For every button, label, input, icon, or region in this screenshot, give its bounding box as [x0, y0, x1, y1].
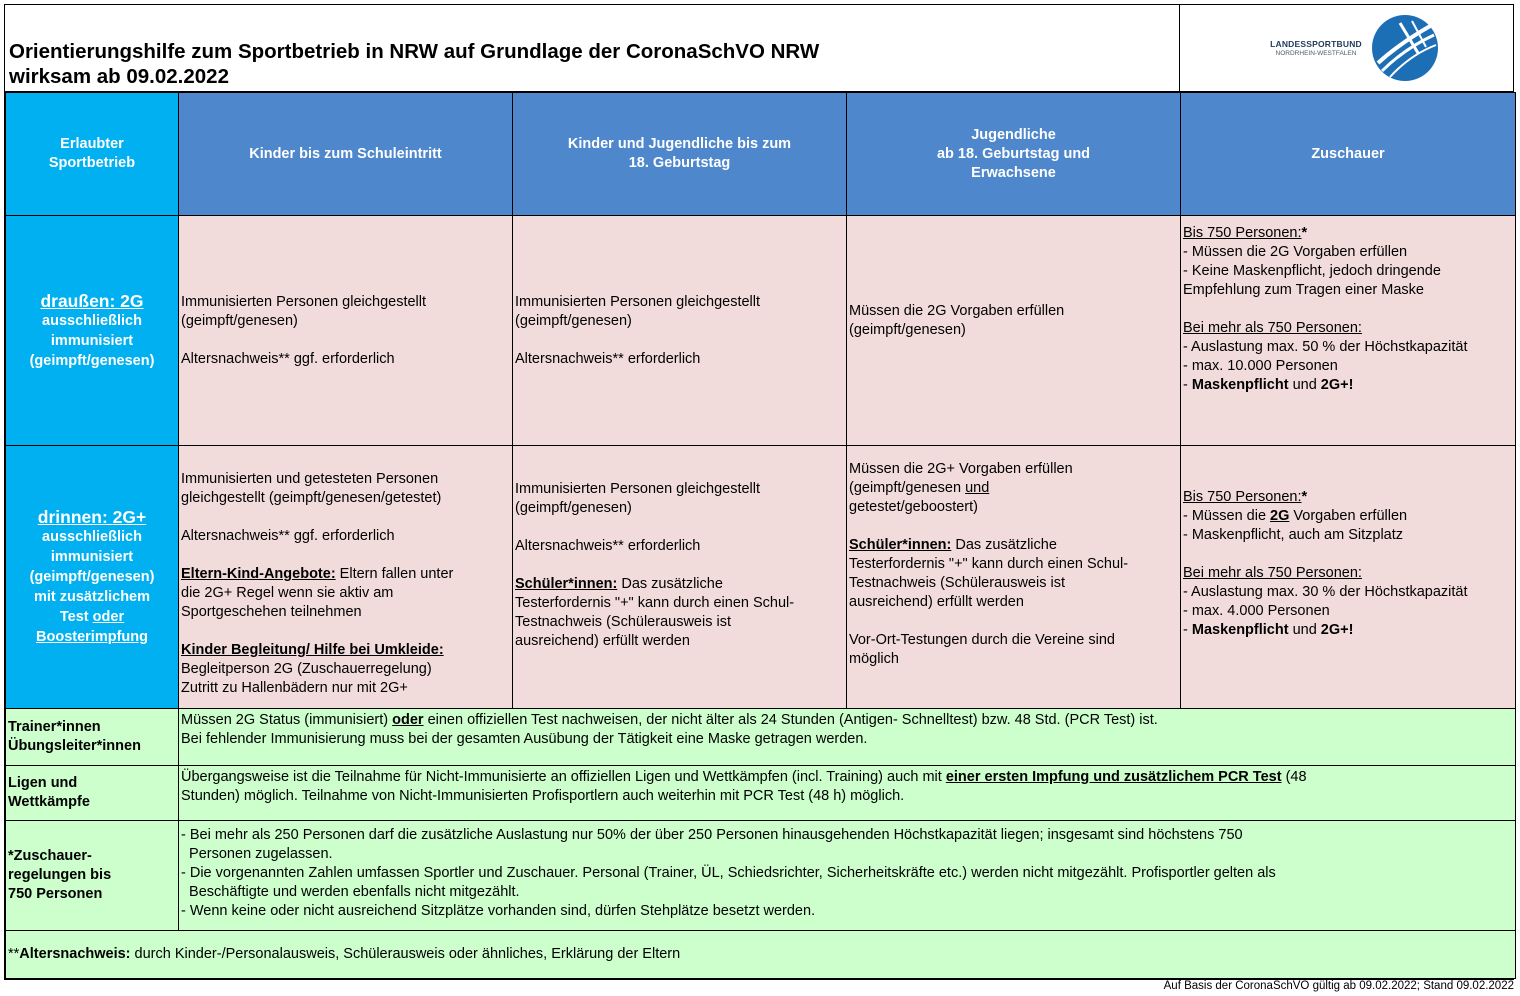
- indoor-spec-b3: [1183, 621, 1513, 640]
- outdoor-adults-l2: (geimpft/genesen): [849, 322, 966, 338]
- logo-box: [1179, 5, 1516, 91]
- outdoor-youth: [513, 216, 847, 446]
- indoor-adults-l5: Testerfordernis "+" kann durch einen Schul-: [849, 556, 1129, 572]
- sheet: [4, 4, 1514, 980]
- indoor-kids-l2: gleichgestellt (geimpft/genesen/getestet): [181, 490, 442, 506]
- indoor-spec-a1-c: Vorgaben erfüllen: [1289, 508, 1408, 524]
- trainer-label-l1: Trainer*innen: [8, 719, 101, 735]
- indoor-spec-a1: [1183, 507, 1513, 526]
- lsb-logo-icon: [1370, 13, 1440, 83]
- indoor-side-oder: oder: [92, 609, 125, 625]
- outdoor-spec-b3-mask: Maskenpflicht: [1191, 377, 1289, 393]
- spectator-rules-label-l1: *Zuschauer-: [8, 848, 92, 864]
- indoor-spec-h1-text: Bis 750 Personen:: [1183, 489, 1302, 505]
- indoor-kids-l4: [181, 565, 510, 584]
- leagues-l1: [181, 768, 1513, 787]
- trainer-l1-oder: oder: [392, 712, 424, 728]
- indoor-kids-l1: Immunisierten und getesteten Personen: [181, 471, 439, 487]
- trainer-text: [179, 709, 1516, 766]
- trainer-l1: [181, 711, 1513, 730]
- indoor-youth-l6: Testnachweis (Schülerausweis ist: [515, 614, 731, 630]
- indoor-adults-l3: getestet/geboostert): [849, 499, 978, 515]
- title-line-1: Orientierungshilfe zum Sportbetrieb in NRW auf Grundlage der CoronaSchVO NRW: [9, 40, 820, 63]
- outdoor-spec-a1: - Müssen die 2G Vorgaben erfüllen: [1183, 244, 1408, 260]
- spectator-rules-label-l2: regelungen bis: [8, 867, 112, 883]
- indoor-spec-a2: - Maskenpflicht, auch am Sitzplatz: [1183, 527, 1404, 543]
- outdoor-spec-b3: [1183, 376, 1513, 395]
- spectator-rules-l3: - Die vorgenannten Zahlen umfassen Sportler und Zuschauer. Personal (Trainer, ÜL, Schiedsrichter, Sicherheitskräfte etc.) werden nicht mitgezählt. Profisportler gelten als: [181, 865, 1276, 881]
- indoor-side-booster: Boosterimpfung: [36, 629, 148, 645]
- indoor-spec-b1: - Auslastung max. 30 % der Höchstkapazität: [1183, 584, 1468, 600]
- outdoor-kids: [179, 216, 513, 446]
- outdoor-kids-l1: Immunisierten Personen gleichgestellt: [181, 293, 427, 310]
- age-proof-rest: durch Kinder-/Personalausweis, Schülerausweis oder ähnliches, Erklärung der Eltern: [130, 946, 681, 962]
- indoor-youth-pupils-label: Schüler*innen:: [515, 576, 618, 592]
- indoor-adults-l7: ausreichend) erfüllt werden: [849, 594, 1024, 610]
- outdoor-spec-h1-text: Bis 750 Personen:: [1183, 225, 1302, 241]
- outdoor-side-l1: ausschließlich: [42, 312, 142, 329]
- title-line-2: wirksam ab 09.02.2022: [9, 65, 229, 88]
- trainer-label-l2: Übungsleiter*innen: [8, 738, 141, 754]
- indoor-spec-a1-a: - Müssen die: [1183, 508, 1271, 524]
- age-proof-prefix: **: [8, 946, 20, 962]
- indoor-kids-l4-rest: Eltern fallen unter: [335, 566, 454, 582]
- indoor-kids-parent-label: Eltern-Kind-Angebote:: [181, 566, 336, 582]
- indoor-row: [6, 446, 1516, 709]
- indoor-adults-l4-rest: Das zusätzliche: [951, 537, 1057, 553]
- header-adults-l3: Erwachsene: [971, 164, 1056, 181]
- logo-name: LANDESSPORTBUND: [1270, 39, 1362, 49]
- spectator-rules-l1: - Bei mehr als 250 Personen darf die zusätzliche Auslastung nur 50% der über 250 Personen hinausgehenden Höchstkapazität liegen; insgesamt sind höchstens 750: [181, 827, 1243, 843]
- indoor-spec-b3-mid: und: [1288, 622, 1321, 638]
- trainer-label: [6, 709, 179, 766]
- outdoor-spectators: [1181, 216, 1516, 446]
- outdoor-spec-b2: - max. 10.000 Personen: [1183, 358, 1338, 374]
- outdoor-side-l2: immunisiert: [50, 332, 134, 349]
- outdoor-spec-h1-star: *: [1301, 225, 1308, 241]
- indoor-youth-l5: Testerfordernis "+" kann durch einen Schul-: [515, 595, 795, 611]
- indoor-kids-l8: Begleitperson 2G (Zuschauerregelung): [181, 661, 432, 677]
- header-youth-l1: Kinder und Jugendliche bis zum: [567, 136, 792, 152]
- indoor-adults-l8: Vor-Ort-Testungen durch die Vereine sind: [849, 632, 1115, 648]
- leagues-l1-bold: einer ersten Impfung und zusätzlichem PCR Test: [945, 769, 1282, 785]
- header-youth: [513, 93, 847, 216]
- leagues-l2: Stunden) möglich. Teilnahme von Nicht-Immunisierten Profisportlern auch weiterhin mit PCR Test (48 h) möglich.: [181, 788, 905, 804]
- indoor-kids-l6: Sportgeschehen teilnehmen: [181, 604, 362, 620]
- indoor-kids: [179, 446, 513, 709]
- indoor-side-l2: immunisiert: [50, 549, 134, 565]
- header-kids-label: Kinder bis zum Schuleintritt: [249, 145, 442, 162]
- age-proof-row: [6, 931, 1516, 979]
- leagues-text: [179, 766, 1516, 821]
- outdoor-youth-l1: Immunisierten Personen gleichgestellt: [515, 293, 761, 310]
- outdoor-spec-b1: - Auslastung max. 50 % der Höchstkapazität: [1183, 339, 1468, 355]
- spectator-rules-text: [179, 821, 1516, 931]
- header-kids: [179, 93, 513, 216]
- outdoor-spec-a3: Empfehlung zum Tragen einer Maske: [1183, 282, 1424, 298]
- indoor-adults-l1: Müssen die 2G+ Vorgaben erfüllen: [849, 461, 1073, 477]
- indoor-side-l4: mit zusätzlichem: [33, 589, 151, 605]
- indoor-spec-h1-star: *: [1301, 489, 1308, 505]
- header-spectators: [1181, 93, 1516, 216]
- indoor-kids-l5: die 2G+ Regel wenn sie aktiv am: [181, 585, 394, 601]
- age-proof-label: Altersnachweis:: [19, 946, 131, 962]
- indoor-youth-l3: Altersnachweis** erforderlich: [515, 538, 701, 554]
- indoor-spec-b3-dash: -: [1183, 622, 1192, 638]
- indoor-youth-l7: ausreichend) erfüllt werden: [515, 633, 690, 649]
- outdoor-spec-b3-dash: -: [1183, 377, 1192, 393]
- outdoor-side-l3: (geimpft/genesen): [29, 352, 155, 369]
- outdoor-spec-a2: - Keine Maskenpflicht, jedoch dringende: [1183, 263, 1441, 279]
- leagues-l1-a: Übergangsweise ist die Teilnahme für Nicht-Immunisierte an offiziellen Ligen und Wettkämpfen (incl. Training) auch mit: [181, 769, 946, 785]
- outdoor-adults: [847, 216, 1181, 446]
- indoor-side-title: drinnen: 2G+: [37, 507, 147, 527]
- indoor-spec-h1: [1183, 488, 1513, 507]
- title-row: [5, 5, 1513, 92]
- outdoor-spec-h2: Bei mehr als 750 Personen:: [1183, 320, 1362, 336]
- indoor-side-l3: (geimpft/genesen): [29, 569, 155, 585]
- indoor-adults-l2-und: und: [965, 480, 990, 496]
- spectator-rules-l5: - Wenn keine oder nicht ausreichend Sitzplätze vorhanden sind, dürfen Stehplätze besetzt werden.: [181, 903, 816, 919]
- indoor-spec-b3-mask: Maskenpflicht: [1191, 622, 1289, 638]
- page-title: [9, 39, 819, 89]
- rules-table: [5, 92, 1516, 979]
- indoor-youth: [513, 446, 847, 709]
- indoor-adults-l2-a: (geimpft/genesen: [849, 480, 966, 496]
- header-adults-l1: Jugendliche: [971, 126, 1056, 143]
- indoor-kids-l7: Kinder Begleitung/ Hilfe bei Umkleide:: [181, 642, 444, 658]
- header-row: [6, 93, 1516, 216]
- outdoor-youth-l2: (geimpft/genesen): [515, 312, 632, 329]
- header-youth-l2: 18. Geburtstag: [628, 155, 731, 171]
- indoor-spec-a1-2g: 2G: [1270, 508, 1290, 524]
- spectator-rules-l4: Beschäftigte und werden ebenfalls nicht mitgezählt.: [181, 884, 520, 900]
- spectator-rules-row: [6, 821, 1516, 931]
- header-spectators-label: Zuschauer: [1311, 145, 1385, 162]
- indoor-side: [6, 446, 179, 709]
- indoor-youth-l4-rest: Das zusätzliche: [617, 576, 723, 592]
- indoor-side-l5: [8, 607, 176, 627]
- outdoor-adults-l1: Müssen die 2G Vorgaben erfüllen: [849, 303, 1065, 319]
- leagues-label-l1: Ligen und: [8, 775, 78, 791]
- indoor-side-l1: ausschließlich: [42, 529, 142, 545]
- indoor-side-test: Test: [59, 609, 93, 625]
- age-proof-text: [6, 931, 1516, 979]
- logo-sub: NORDRHEIN-WESTFALEN: [1275, 50, 1357, 57]
- indoor-adults-l6: Testnachweis (Schülerausweis ist: [849, 575, 1065, 591]
- trainer-row: [6, 709, 1516, 766]
- outdoor-row: [6, 216, 1516, 446]
- trainer-l1-c: einen offiziellen Test nachweisen, der nicht älter als 24 Stunden (Antigen- Schnelltest) bzw. 48 Std. (PCR Test) ist.: [423, 712, 1158, 728]
- indoor-adults-l9: möglich: [849, 651, 899, 667]
- header-sport-l1: Erlaubter: [60, 136, 124, 152]
- leagues-label-l2: Wettkämpfe: [8, 794, 90, 810]
- header-adults-l2: ab 18. Geburtstag und: [936, 145, 1091, 162]
- outdoor-side-title: draußen: 2G: [40, 290, 144, 311]
- indoor-youth-l4: [515, 575, 844, 594]
- trainer-l1-a: Müssen 2G Status (immunisiert): [181, 712, 393, 728]
- header-sport: [6, 93, 179, 216]
- spectator-rules-label-l3: 750 Personen: [8, 886, 103, 902]
- indoor-kids-l9: Zutritt zu Hallenbädern nur mit 2G+: [181, 680, 408, 696]
- indoor-adults-l4: [849, 536, 1178, 555]
- indoor-spectators: [1181, 446, 1516, 709]
- outdoor-spec-b3-mid: und: [1288, 377, 1321, 393]
- header-adults: [847, 93, 1181, 216]
- indoor-kids-l3: Altersnachweis** ggf. erforderlich: [181, 528, 395, 544]
- spectator-rules-label: [6, 821, 179, 931]
- indoor-youth-l2: (geimpft/genesen): [515, 500, 632, 516]
- outdoor-spec-b3-2g: 2G+!: [1320, 377, 1354, 393]
- indoor-spec-h2: Bei mehr als 750 Personen:: [1183, 565, 1362, 581]
- spectator-rules-l2: Personen zugelassen.: [181, 846, 333, 862]
- footer-note: Auf Basis der CoronaSchVO gültig ab 09.02.2022; Stand 09.02.2022: [1163, 980, 1514, 992]
- indoor-adults: [847, 446, 1181, 709]
- indoor-spec-b3-2g: 2G+!: [1320, 622, 1354, 638]
- leagues-row: [6, 766, 1516, 821]
- outdoor-side: [6, 216, 179, 446]
- logo-text: [1268, 39, 1364, 59]
- trainer-l2: Bei fehlender Immunisierung muss bei der gesamten Ausübung der Tätigkeit eine Maske getragen werden.: [181, 731, 868, 747]
- leagues-l1-c: (48: [1281, 769, 1307, 785]
- leagues-label: [6, 766, 179, 821]
- indoor-adults-pupils-label: Schüler*innen:: [849, 537, 952, 553]
- outdoor-kids-l2: (geimpft/genesen): [181, 312, 298, 329]
- indoor-adults-l2: [849, 479, 1178, 498]
- indoor-youth-l1: Immunisierten Personen gleichgestellt: [515, 481, 761, 497]
- indoor-spec-b2: - max. 4.000 Personen: [1183, 603, 1330, 619]
- outdoor-kids-l3: Altersnachweis** ggf. erforderlich: [181, 350, 395, 367]
- outdoor-youth-l3: Altersnachweis** erforderlich: [515, 350, 701, 367]
- outdoor-spec-h1: [1183, 224, 1513, 243]
- header-sport-l2: Sportbetrieb: [48, 155, 136, 171]
